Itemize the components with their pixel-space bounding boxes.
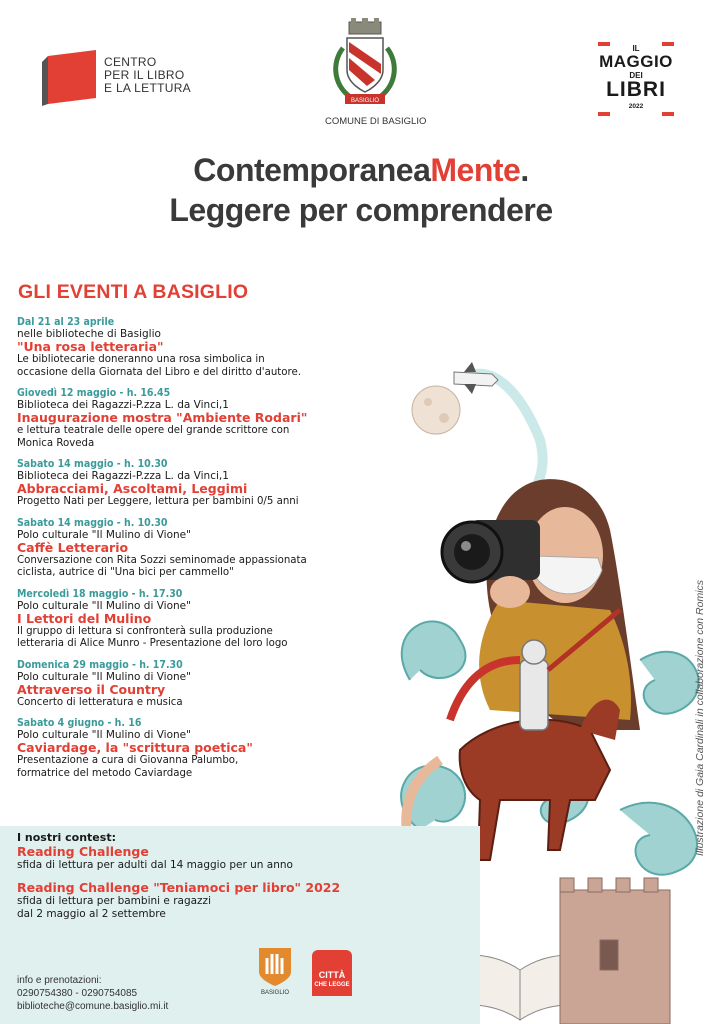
event-name: Abbracciami, Ascoltami, Leggimi xyxy=(17,481,248,496)
event-name: Caviardage, la "scrittura poetica" xyxy=(17,740,253,755)
cepell-logo xyxy=(42,46,212,110)
crest-icon xyxy=(325,18,405,110)
rocket-icon xyxy=(454,362,498,394)
camera-icon xyxy=(442,520,540,582)
citta-logo-line2: CHE LEGGE xyxy=(314,982,350,988)
info-phones: 0290754380 - 0290754085 xyxy=(17,988,138,999)
event-place: Biblioteca dei Ragazzi-P.zza L. da Vinci,1 xyxy=(17,470,229,482)
page-title: ContemporaneaMente. Leggere per comprendere xyxy=(169,152,553,228)
event-place: Polo culturale "Il Mulino di Vione" xyxy=(17,729,191,741)
event-desc: ciclista, autrice di "Una bici per cammello" xyxy=(17,567,234,578)
event-name: "Una rosa letteraria" xyxy=(17,339,164,354)
event-desc: Concerto di letteratura e musica xyxy=(17,696,183,708)
citta-che-legge-logo xyxy=(312,950,352,1010)
info-email[interactable]: biblioteche@comune.basiglio.mi.it xyxy=(17,1001,169,1012)
event-desc: formatrice del metodo Caviardage xyxy=(17,767,193,779)
comune-caption: COMUNE DI BASIGLIO xyxy=(325,116,427,127)
event-place: Polo culturale "Il Mulino di Vione" xyxy=(17,528,191,541)
event-name: Attraverso il Country xyxy=(17,681,166,697)
event-item xyxy=(17,659,387,710)
event-item xyxy=(17,387,387,450)
event-name: I Lettori del Mulino xyxy=(17,610,152,626)
event-desc: e lettura teatrale delle opere del grande scrittore con xyxy=(17,425,290,436)
events-list xyxy=(17,316,387,788)
event-name: Caffè Letterario xyxy=(17,539,129,555)
event-date: Dal 21 al 23 aprile xyxy=(17,316,115,328)
crest-banner-text: BASIGLIO xyxy=(350,98,380,104)
event-date: Sabato 14 maggio - h. 10.30 xyxy=(17,516,168,529)
event-date: Sabato 14 maggio - h. 10.30 xyxy=(17,458,168,470)
event-desc: Conversazione con Rita Sozzi seminomade appassionata xyxy=(17,554,307,566)
contest-name: Reading Challenge "Teniamoci per libro" 2022 xyxy=(17,880,341,895)
basiglio-logo-caption: BASIGLIO xyxy=(260,990,289,996)
cepell-logo-text: CENTRO PER IL LIBRO E LA LETTURA xyxy=(104,55,191,95)
planet-icon xyxy=(412,386,460,434)
comune-crest xyxy=(325,18,427,128)
event-item xyxy=(17,316,387,379)
contest-name: Reading Challenge xyxy=(17,844,149,859)
event-place: Biblioteca dei Ragazzi-P.zza L. da Vinci,1 xyxy=(17,399,229,411)
event-date: Sabato 4 giugno - h. 16 xyxy=(17,717,142,729)
contest-desc: sfida di lettura per adulti dal 14 maggio per un anno xyxy=(17,859,293,871)
event-item xyxy=(17,717,387,780)
castle xyxy=(560,878,670,1024)
event-date: Domenica 29 maggio - h. 17.30 xyxy=(17,658,183,671)
contest-list xyxy=(17,831,397,921)
event-name: Inaugurazione mostra "Ambiente Rodari" xyxy=(17,410,308,425)
section-title: GLI EVENTI A BASIGLIO xyxy=(18,281,249,303)
event-desc: Presentazione a cura di Giovanna Palumbo, xyxy=(17,755,239,766)
event-place: Polo culturale "Il Mulino di Vione" xyxy=(17,599,191,612)
event-item xyxy=(17,458,387,509)
citta-logo-line1: CITTÀ xyxy=(318,970,346,980)
contest-heading: I nostri contest: xyxy=(17,831,116,844)
event-desc: Progetto Nati per Leggere, lettura per bambini 0/5 anni xyxy=(17,496,299,507)
event-desc: Monica Roveda xyxy=(17,437,95,449)
contest-desc: dal 2 maggio al 2 settembre xyxy=(17,908,166,920)
event-item xyxy=(17,517,387,580)
basiglio-library-logo xyxy=(250,944,300,1014)
event-date: Mercoledì 18 maggio - h. 17.30 xyxy=(17,587,183,600)
event-desc: occasione della Giornata del Libro e del diritto d'autore. xyxy=(17,366,301,378)
cepell-logo-mark xyxy=(42,48,100,106)
event-date: Giovedì 12 maggio - h. 16.45 xyxy=(17,387,171,399)
event-place: Polo culturale "Il Mulino di Vione" xyxy=(17,670,191,683)
info-label: info e prenotazioni: xyxy=(17,975,102,986)
maggio-dei-libri-logo: IL MAGGIO DEI LIBRI 2022 xyxy=(598,42,674,114)
contact-info xyxy=(17,974,168,1013)
illustration-credit: Illustrazione di Gaia Cardinali in collaborazione con Romics xyxy=(694,579,706,856)
event-desc: Le bibliotecarie doneranno una rosa simbolica in xyxy=(17,354,265,365)
event-desc: letteraria di Alice Munro - Presentazione del loro logo xyxy=(17,638,288,649)
event-desc: Il gruppo di lettura si confronterà sulla produzione xyxy=(17,625,273,637)
contest-desc: sfida di lettura per bambini e ragazzi xyxy=(17,895,211,907)
event-item xyxy=(17,588,387,651)
event-place: nelle biblioteche di Basiglio xyxy=(17,328,161,340)
library-hand-icon xyxy=(255,944,295,986)
